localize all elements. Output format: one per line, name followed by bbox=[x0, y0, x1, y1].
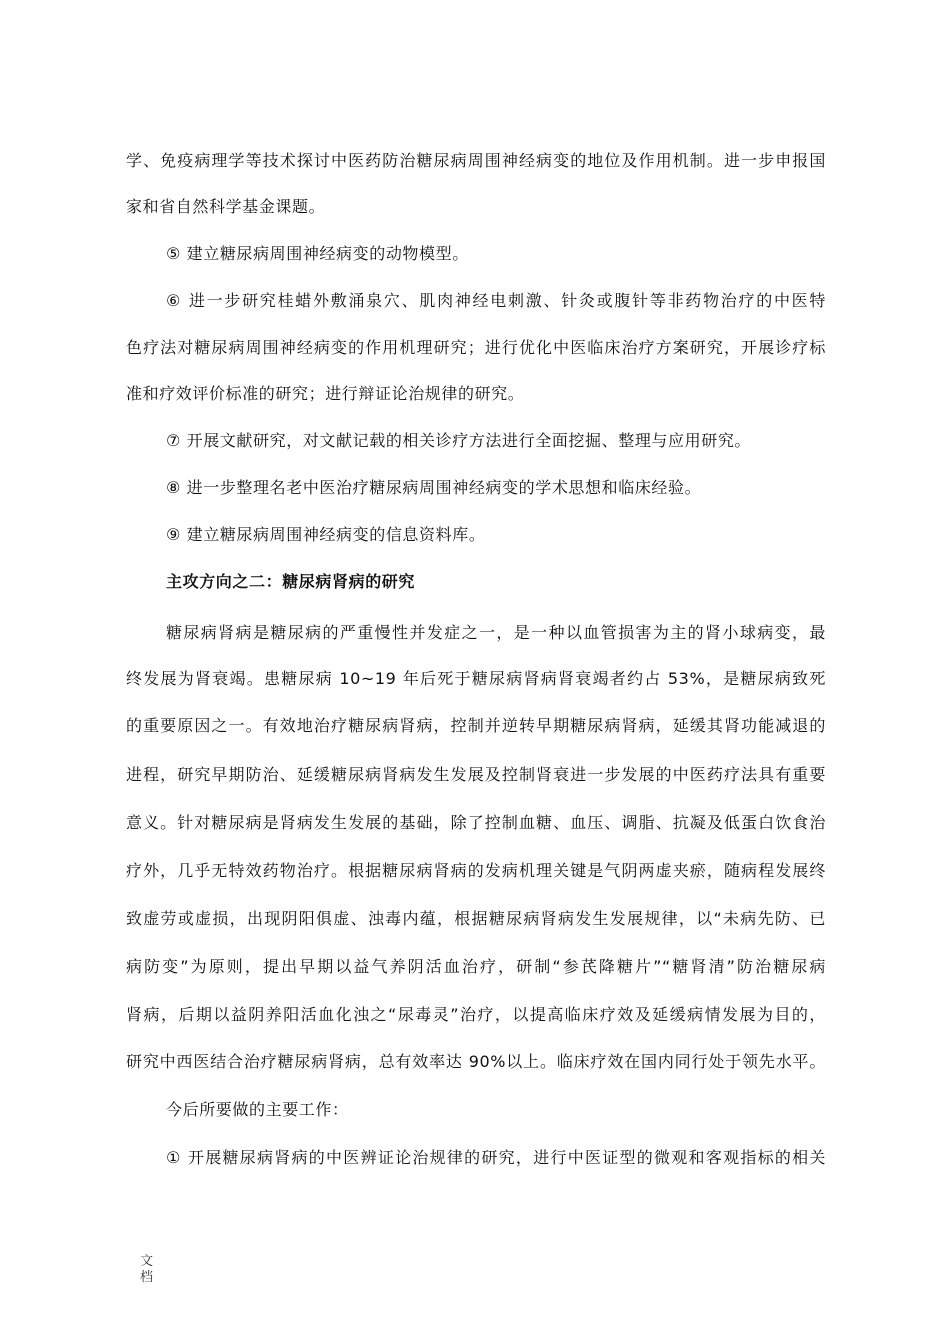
list-item-8: ⑧ 进一步整理名老中医治疗糖尿病周围神经病变的学术思想和临床经验。 bbox=[166, 478, 702, 497]
body-line: 的重要原因之一。有效地治疗糖尿病肾病，控制并逆转早期糖尿病肾病，延缓其肾功能减退的 bbox=[126, 716, 826, 735]
list-item-1: ① 开展糖尿病肾病的中医辨证论治规律的研究，进行中医证型的微观和客观指标的相关 bbox=[166, 1148, 826, 1167]
list-item-9: ⑨ 建立糖尿病周围神经病变的信息资料库。 bbox=[166, 525, 486, 544]
body-line: 色疗法对糖尿病周围神经病变的作用机理研究；进行优化中医临床治疗方案研究，开展诊疗标 bbox=[126, 338, 826, 357]
page-footer: 文档 bbox=[140, 1254, 154, 1285]
body-line: 终发展为肾衰竭。患糖尿病 10~19 年后死于糖尿病肾病肾衰竭者约占 53%，是糖尿病致死 bbox=[126, 669, 826, 688]
body-line: 进程，研究早期防治、延缓糖尿病肾病发生发展及控制肾衰进一步发展的中医药疗法具有重要 bbox=[126, 765, 826, 784]
section-heading: 主攻方向之二：糖尿病肾病的研究 bbox=[166, 572, 416, 591]
body-line: 意义。针对糖尿病是肾病发生发展的基础，除了控制血糖、血压、调脂、抗凝及低蛋白饮食治 bbox=[126, 813, 826, 832]
body-line: 家和省自然科学基金课题。 bbox=[126, 197, 326, 216]
list-item-5: ⑤ 建立糖尿病周围神经病变的动物模型。 bbox=[166, 244, 469, 263]
body-line: 肾病，后期以益阴养阳活血化浊之“尿毒灵”治疗，以提高临床疗效及延缓病情发展为目的， bbox=[126, 1005, 826, 1024]
work-heading: 今后所要做的主要工作： bbox=[166, 1100, 349, 1119]
body-line: 准和疗效评价标准的研究；进行辩证论治规律的研究。 bbox=[126, 384, 525, 403]
body-line: 致虚劳或虚损，出现阴阳俱虚、浊毒内蕴，根据糖尿病肾病发生发展规律，以“未病先防、已 bbox=[126, 909, 826, 928]
list-item-6: ⑥ 进一步研究桂蜡外敷涌泉穴、肌肉神经电刺激、针灸或腹针等非药物治疗的中医特 bbox=[166, 291, 826, 310]
paragraph-first-line: 糖尿病肾病是糖尿病的严重慢性并发症之一，是一种以血管损害为主的肾小球病变，最 bbox=[166, 623, 826, 642]
body-line: 学、免疫病理学等技术探讨中医药防治糖尿病周围神经病变的地位及作用机制。进一步申报国 bbox=[126, 151, 826, 170]
list-item-7: ⑦ 开展文献研究，对文献记载的相关诊疗方法进行全面挖掘、整理与应用研究。 bbox=[166, 431, 752, 450]
body-line: 研究中西医结合治疗糖尿病肾病，总有效率达 90%以上。临床疗效在国内同行处于领先水平。 bbox=[126, 1052, 826, 1071]
body-line: 疗外，几乎无特效药物治疗。根据糖尿病肾病的发病机理关键是气阴两虚夹瘀，随病程发展终 bbox=[126, 861, 826, 880]
body-line: 病防变”为原则，提出早期以益气养阴活血治疗，研制“参芪降糖片”“糖肾清”防治糖尿病 bbox=[126, 957, 826, 976]
